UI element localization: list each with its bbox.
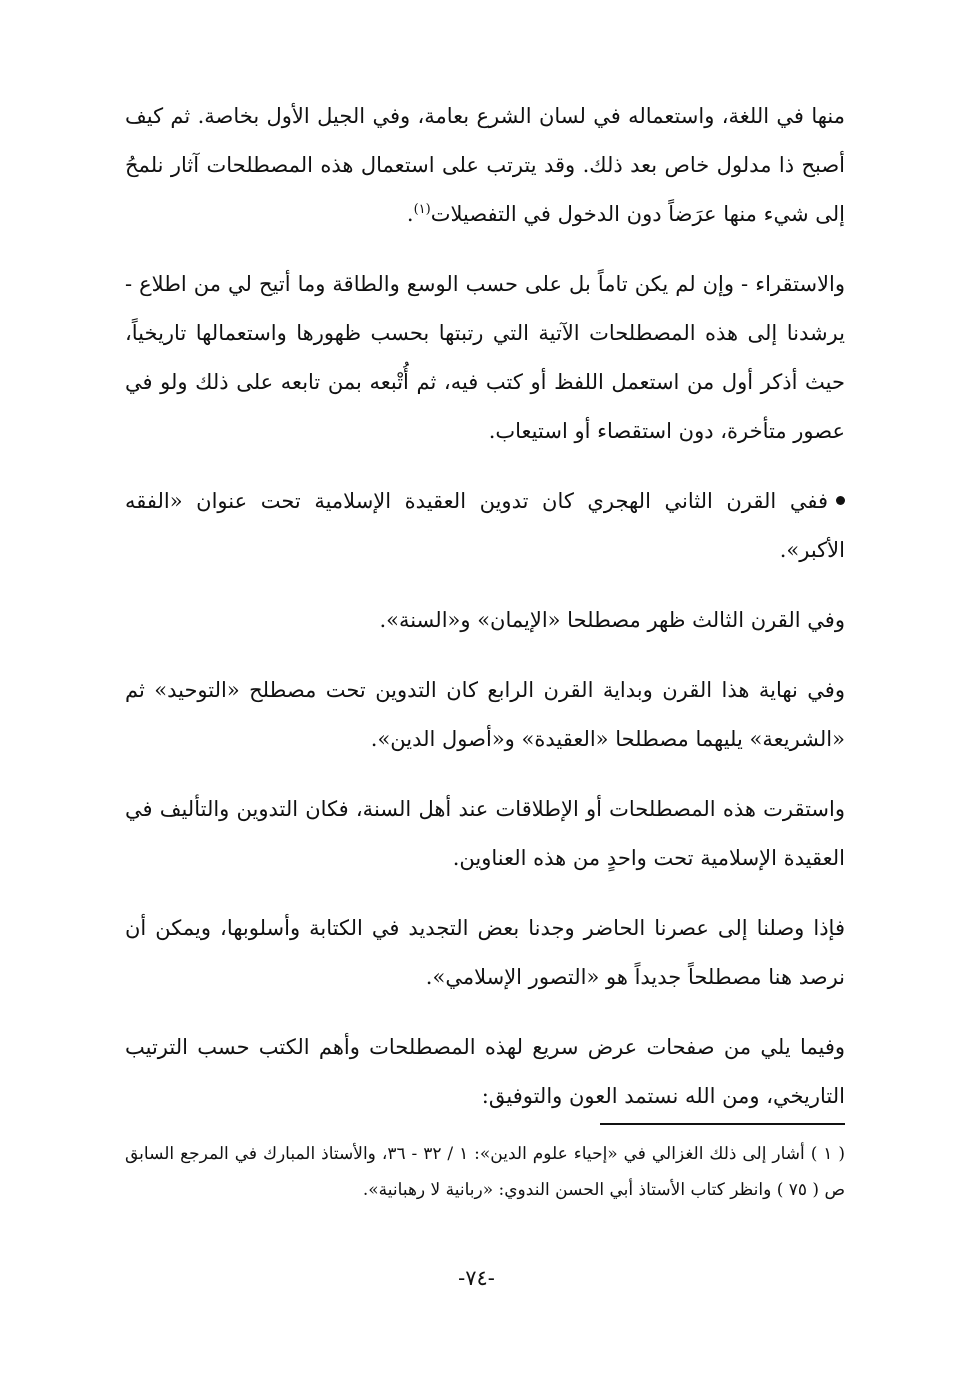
paragraph-7: فإذا وصلنا إلى عصرنا الحاضر وجدنا بعض التجديد في الكتابة وأسلوبها، ويمكن أن نرصد هنا مصطلحاً جديداً هو «التصور الإسلامي». (125, 916, 845, 989)
paragraph-2: والاستقراء - وإن لم يكن تاماً بل على حسب الوسع والطاقة وما أتيح لي من اطلاع - يرشدنا إلى هذه المصطلحات الآتية التي رتبتها بحسب ظهورها واستعمالها تاريخياً، حيث أذكر أول من استعمل اللفظ أو كتب فيه، ثم أُتْبعه بمن تابعه على ذلك ولو في عصور متأخرة، دون استقصاء أو استيعاب. (125, 272, 845, 443)
paragraph-3-text: ففي القرن الثاني الهجري كان تدوين العقيدة الإسلامية تحت عنوان «الفقه الأكبر». (125, 489, 845, 562)
page-number: -٧٤- (458, 1266, 495, 1290)
paragraph-4: وفي القرن الثالث ظهر مصطلحا «الإيمان» و«السنة». (379, 608, 845, 632)
footnote: ( ١ ) أشار إلى ذلك الغزالي في «إحياء علوم الدين»: ١ / ٣٢ - ٣٦، والأستاذ المبارك في المرجع السابق ص ( ٧٥ ) وانظر كتاب الأستاذ أبي الحسن الندوي: «ربانية لا رهبانية». (125, 1144, 845, 1200)
footnote-divider (600, 1123, 845, 1125)
paragraph-1 (125, 92, 845, 239)
paragraph-3 (125, 477, 845, 575)
paragraph-8: وفيما يلي من صفحات عرض سريع لهذه المصطلحات وأهم الكتب حسب الترتيب التاريخي، ومن الله نستمد العون والتوفيق: (125, 1035, 845, 1108)
paragraph-1-text: منها في اللغة، واستعماله في لسان الشرع بعامة، وفي الجيل الأول بخاصة. ثم كيف أصبح ذا مدلول خاص بعد ذلك. وقد يترتب على استعمال هذه المصطلحات آثار نلمحُ إلى شيء منها عرَضاً دون الدخول في التفصيلات (125, 104, 845, 226)
paragraph-1-end: . (406, 202, 414, 226)
main-text (125, 92, 845, 1142)
footnote-reference[interactable]: (١) (413, 202, 431, 217)
paragraph-5: وفي نهاية هذا القرن وبداية القرن الرابع كان التدوين تحت مصطلح «التوحيد» ثم «الشريعة» يليهما مصطلحا «العقيدة» و«أصول الدين». (125, 678, 845, 751)
paragraph-6: واستقرت هذه المصطلحات أو الإطلاقات عند أهل السنة، فكان التدوين والتأليف في العقيدة الإسلامية تحت واحدٍ من هذه العناوين. (125, 797, 845, 870)
bullet-icon (836, 496, 845, 505)
